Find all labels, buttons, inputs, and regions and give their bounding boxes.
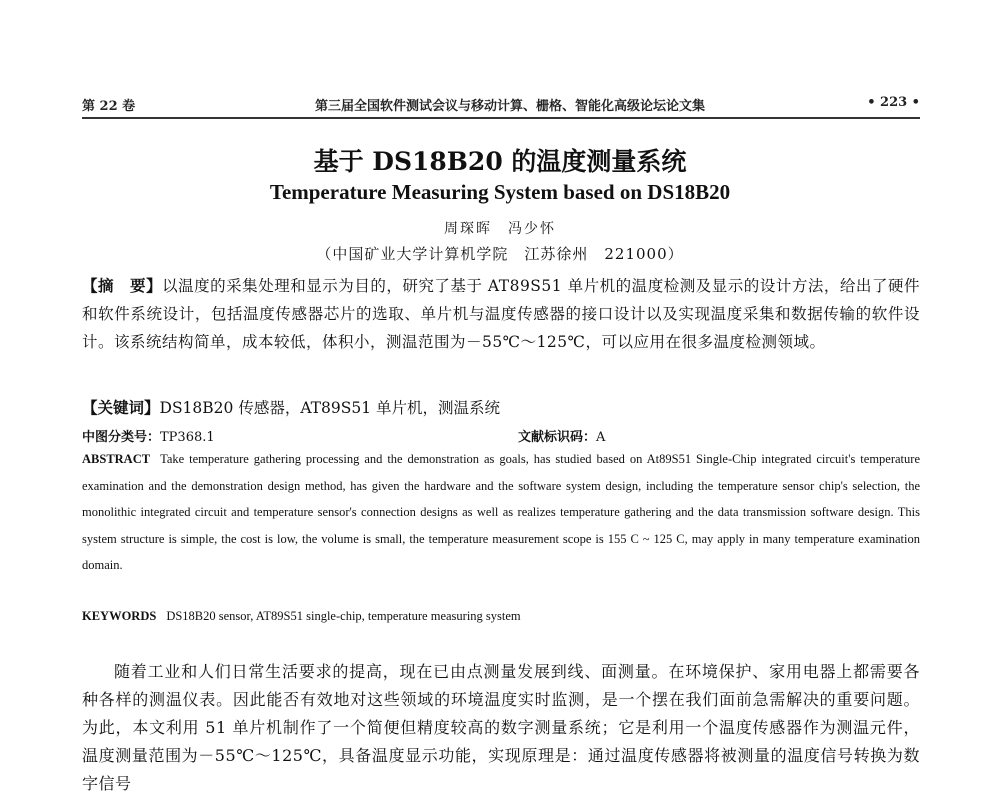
keywords-en: [82, 609, 521, 624]
abstract-en-text: Take temperature gathering processing and the demonstration as goals, has studied based on At89S51 Single-Chip integrated circuit's temperature examination and the demonstration design method, has given the hardware and the software system design, including the temperature sensor chip's selection, the monolithic integrated circuit and temperature sensor's connection designs as well as realizes temperature gathering and the data transmission software design. This system structure is simple, the cost is low, the volume is small, the temperature measurement scope is 155 C ~ 125 C, may apply in many temperature examination domain.: [82, 452, 920, 572]
classification-number: [82, 426, 215, 445]
abstract-cn: [82, 272, 920, 356]
keywords-en-text: DS18B20 sensor, AT89S51 single-chip, temperature measuring system: [166, 609, 521, 623]
body-paragraph: 随着工业和人们日常生活要求的提高，现在已由点测量发展到线、面测量。在环境保护、家用电器上都需要各种各样的测温仪表。因此能否有效地对这些领域的环境温度实时监测，是一个摆在我们面前急需解决的重要问题。为此，本文利用 51 单片机制作了一个简便但精度较高的数字测量系统；它是利用一个温度传感器作为测温元件，温度测量范围为－55℃～125℃，具备温度显示功能，实现原理是：通过温度传感器将被测量的温度信号转换为数字信号: [82, 662, 920, 793]
document-id-code: [518, 426, 605, 445]
abstract-en: [82, 446, 920, 579]
abstract-cn-label: 【摘 要】: [82, 276, 163, 295]
classification-label: 中图分类号：: [82, 430, 161, 445]
keywords-en-label: KEYWORDS: [82, 609, 157, 623]
paper-title-en: Temperature Measuring System based on DS18B20: [269, 180, 731, 204]
header-rule: [82, 117, 920, 119]
header-journal-title: 第三届全国软件测试会议与移动计算、栅格、智能化高级论坛论文集: [314, 99, 705, 114]
document-id-label: 文献标识码：: [518, 430, 597, 445]
header-page-number: • 223 •: [867, 95, 920, 110]
abstract-cn-text: 以温度的采集处理和显示为目的，研究了基于 AT89S51 单片机的温度检测及显示的设计方法，给出了硬件和软件系统设计，包括温度传感器芯片的选取、单片机与温度传感器的接口设计以及实现温度采集和数据传输的软件设计。该系统结构简单，成本较低，体积小，测温范围为－55℃～125℃，可以应用在很多温度检测领域。: [82, 277, 920, 351]
document-id-value: A: [596, 430, 606, 445]
classification-value: TP368.1: [160, 430, 215, 445]
header-volume: 第 22 卷: [82, 99, 136, 114]
abstract-en-label: ABSTRACT: [82, 452, 151, 466]
keywords-cn: [82, 396, 500, 418]
keywords-cn-text: DS18B20 传感器，AT89S51 单片机，测温系统: [159, 399, 501, 417]
paper-title-cn: 基于 DS18B20 的温度测量系统: [313, 147, 687, 176]
authors: 周琛晖 冯少怀: [444, 221, 556, 237]
keywords-cn-label: 【关键词】: [82, 398, 160, 417]
affiliation: （中国矿业大学计算机学院 江苏徐州 221000）: [316, 245, 684, 263]
